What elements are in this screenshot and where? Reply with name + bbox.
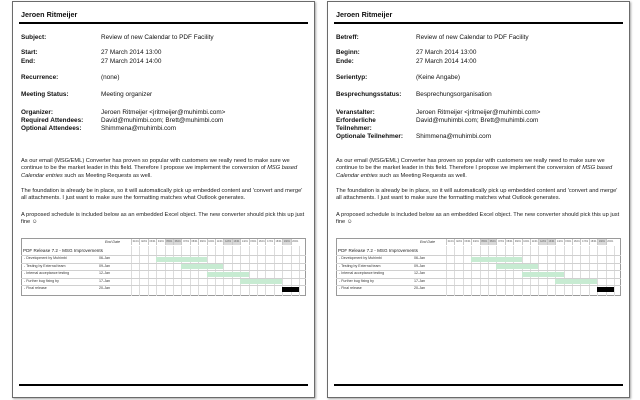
organizer-value: Jeroen Ritmeijer <jritmeijer@muhimbi.com> (101, 109, 226, 116)
end-label: Ende: (336, 58, 354, 65)
para1-text: As our email (MSG/EML) Converter has proven so popular with customers we really need to make sure we continue to be the market leader in this field. Therefore I propose we implement the conversion of (21, 158, 290, 172)
para1-text-end: such as Meeting Requests as well. (377, 172, 467, 179)
schedule-bar (496, 264, 538, 269)
body-paragraph-1 (21, 158, 306, 180)
subject-label: Betreff: (336, 34, 359, 41)
optional-value: Shimmena@muhimbi.com (416, 133, 492, 140)
schedule-task-date: 20-Jan (99, 286, 110, 291)
schedule-task-date: 17-Jan (99, 278, 110, 283)
schedule-bar (522, 272, 564, 277)
footer-rule (334, 384, 623, 386)
schedule-day-column: 02/01 (456, 240, 463, 243)
end-value: 27 March 2014 14:00 (416, 58, 477, 65)
schedule-task-name: - Testing by External team (339, 263, 381, 268)
schedule-day-column: 11/01 (216, 240, 223, 243)
required-label: Erforderliche Teilnehmer: (336, 117, 376, 132)
schedule-day-column: 12/01 (225, 240, 232, 243)
schedule-day-column: 13/01 (233, 240, 240, 243)
schedule-day-column: 20/01 (607, 240, 614, 243)
schedule-day-column: 01/01 (132, 240, 139, 243)
schedule-day-column: 12/01 (540, 240, 547, 243)
subject-value: Review of new Calendar to PDF Facility (101, 34, 214, 41)
schedule-day-column: 18/01 (275, 240, 282, 243)
schedule-bar (555, 279, 597, 284)
recurrence-value: (none) (101, 74, 120, 81)
schedule-table (336, 238, 621, 296)
header-rule (334, 22, 623, 24)
schedule-day-column: 19/01 (283, 240, 290, 243)
schedule-day-column: 04/01 (472, 240, 479, 243)
schedule-task-date: 06-Jan (99, 256, 110, 260)
schedule-day-column: 05/01 (481, 240, 488, 243)
status-value: Meeting organizer (101, 91, 153, 98)
subject-label: Subject: (21, 34, 47, 41)
start-label: Beginn: (336, 49, 360, 56)
schedule-day-column: 03/01 (149, 240, 156, 243)
body-paragraph-3: A proposed schedule is included below as an embedded Excel object. The new converter should pick this up just fine ☺ (336, 212, 620, 226)
required-row (336, 117, 623, 133)
schedule-task-name: - Testing by External team (24, 263, 66, 268)
status-label: Meeting Status: (21, 91, 69, 98)
schedule-day-column: 16/01 (258, 240, 265, 243)
author-header: Jeroen Ritmeijer (21, 10, 78, 19)
schedule-day-column: 17/01 (267, 240, 274, 243)
schedule-task-name: - Internal acceptance testing (339, 271, 385, 276)
organizer-value: Jeroen Ritmeijer <jritmeijer@muhimbi.com> (416, 109, 541, 116)
schedule-task-name: - Development by Muhimbi (339, 256, 382, 260)
organizer-label: Organizer: (21, 109, 53, 116)
schedule-day-column: 14/01 (241, 240, 248, 243)
schedule-bar (207, 272, 249, 277)
footer-rule (19, 384, 308, 386)
schedule-task-date: 12-Jan (414, 271, 425, 276)
schedule-day-column: 10/01 (523, 240, 530, 243)
schedule-day-column: 01/01 (447, 240, 454, 243)
schedule-day-column: 07/01 (183, 240, 190, 243)
schedule-day-column: 05/01 (166, 240, 173, 243)
recurrence-label: Serientyp: (336, 74, 368, 81)
schedule-task-name: - Final release (24, 286, 47, 291)
start-value: 27 March 2014 13:00 (416, 49, 477, 56)
schedule-task-date: 09-Jan (99, 263, 110, 268)
optional-label: Optional Attendees: (21, 125, 82, 132)
schedule-day-column: 02/01 (141, 240, 148, 243)
subject-value: Review of new Calendar to PDF Facility (416, 34, 529, 41)
schedule-table (21, 238, 306, 296)
required-label: Required Attendees: (21, 117, 84, 124)
document-page-german (327, 1, 630, 398)
start-value: 27 March 2014 13:00 (101, 49, 162, 56)
optional-label: Optionale Teilnehmer: (336, 133, 403, 140)
optional-value: Shimmena@muhimbi.com (101, 125, 177, 132)
schedule-day-column: 04/01 (157, 240, 164, 243)
schedule-gridline (336, 285, 621, 286)
schedule-day-column: 03/01 (464, 240, 471, 243)
schedule-day-column: 19/01 (598, 240, 605, 243)
para1-italic: MSG based Calendar entries (21, 165, 298, 179)
schedule-day-column: 06/01 (489, 240, 496, 243)
schedule-task-name: - Final release (339, 286, 362, 291)
schedule-task-date: 06-Jan (414, 256, 425, 260)
schedule-task-name: - Further bug fixing by (24, 278, 59, 283)
schedule-bar (240, 279, 282, 284)
schedule-task-name: - Internal acceptance testing (24, 271, 70, 276)
schedule-day-column: 07/01 (498, 240, 505, 243)
schedule-task-date: 17-Jan (414, 278, 425, 283)
schedule-task-name: - Further bug fixing by (339, 278, 374, 283)
end-label: End: (21, 58, 36, 65)
document-page-english (12, 1, 315, 398)
end-value: 27 March 2014 14:00 (101, 58, 162, 65)
body-paragraph-3: A proposed schedule is included below as an embedded Excel object. The new converter should pick this up just fine ☺ (21, 212, 305, 226)
schedule-day-column: 11/01 (531, 240, 538, 243)
schedule-bar (471, 257, 521, 262)
body-paragraph-2: The foundation is already be in place, so it will automatically pick up embedded content and 'convert and merge' all attachments. I just want to make sure the formatting matches what Outlook generates. (21, 188, 303, 202)
schedule-day-column: 09/01 (514, 240, 521, 243)
schedule-task-name: - Development by Muhimbi (24, 256, 67, 260)
organizer-label: Veranstalter: (336, 109, 375, 116)
schedule-day-column: 13/01 (548, 240, 555, 243)
status-label: Besprechungsstatus: (336, 91, 402, 98)
schedule-task-date: 12-Jan (99, 271, 110, 276)
schedule-bar (282, 287, 299, 292)
schedule-day-column: 10/01 (208, 240, 215, 243)
start-label: Start: (21, 49, 38, 56)
schedule-date-header: End Date (420, 240, 435, 244)
schedule-day-column: 17/01 (582, 240, 589, 243)
header-rule (19, 22, 308, 24)
schedule-day-column: 18/01 (590, 240, 597, 243)
schedule-bar (156, 257, 206, 262)
schedule-day-column: 08/01 (506, 240, 513, 243)
schedule-day-column: 08/01 (191, 240, 198, 243)
schedule-day-column: 09/01 (199, 240, 206, 243)
recurrence-label: Recurrence: (21, 74, 59, 81)
required-value: David@muhimbi.com; Brett@muhimbi.com (101, 117, 224, 124)
para1-italic: MSG based Calendar entries (336, 165, 613, 179)
schedule-task-date: 20-Jan (414, 286, 425, 291)
schedule-task-date: 09-Jan (414, 263, 425, 268)
body-paragraph-2: The foundation is already be in place, so it will automatically pick up embedded content and 'convert and merge' all attachments. I just want to make sure the formatting matches what Outlook generates. (336, 188, 618, 202)
schedule-day-column: 16/01 (573, 240, 580, 243)
schedule-bar (597, 287, 614, 292)
recurrence-value: (Keine Angabe) (416, 74, 461, 81)
body-paragraph-1 (336, 158, 621, 180)
schedule-day-column: 15/01 (250, 240, 257, 243)
schedule-day-column: 14/01 (556, 240, 563, 243)
schedule-title: PDF Release 7.2 - MSG Improvements (338, 248, 418, 253)
schedule-bar (181, 264, 223, 269)
schedule-day-column: 15/01 (565, 240, 572, 243)
schedule-date-header: End Date (105, 240, 120, 244)
para1-text-end: such as Meeting Requests as well. (62, 172, 152, 179)
status-value: Besprechungsorganisation (416, 91, 492, 98)
required-value: David@muhimbi.com; Brett@muhimbi.com (416, 117, 539, 124)
schedule-day-column: 06/01 (174, 240, 181, 243)
schedule-title: PDF Release 7.2 - MSG Improvements (23, 248, 103, 253)
author-header: Jeroen Ritmeijer (336, 10, 393, 19)
schedule-gridline (21, 285, 306, 286)
para1-text: As our email (MSG/EML) Converter has proven so popular with customers we really need to make sure we continue to be the market leader in this field. Therefore I propose we implement the conversion of (336, 158, 605, 172)
schedule-day-column: 20/01 (292, 240, 299, 243)
